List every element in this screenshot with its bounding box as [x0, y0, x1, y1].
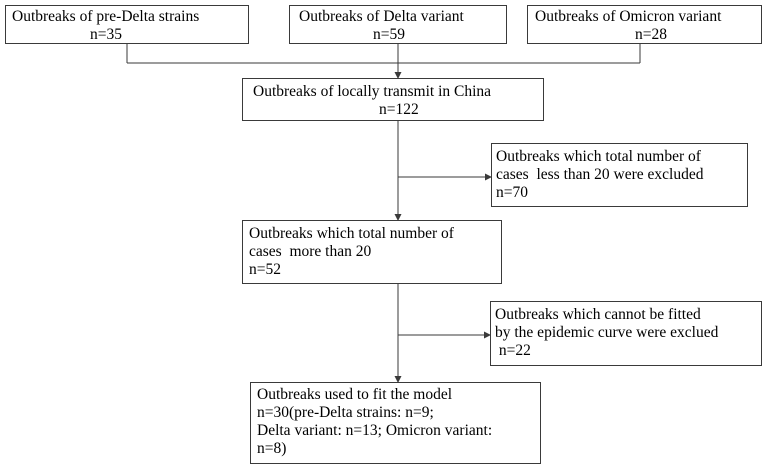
box-final-line4: n=8) [257, 440, 287, 457]
box-delta-title: Outbreaks of Delta variant [299, 8, 464, 25]
box-excluded-small-count: n=70 [496, 184, 528, 201]
box-more-than-20-count: n=52 [249, 261, 281, 278]
box-excluded-small-line2: cases less than 20 were excluded [496, 166, 704, 183]
box-final-model [250, 382, 541, 464]
box-omicron [527, 5, 762, 44]
box-delta-count: n=59 [373, 26, 405, 43]
box-excluded-unfit-line1: Outbreaks which cannot be fitted [495, 306, 701, 323]
box-excluded-small-line1: Outbreaks which total number of [496, 148, 701, 165]
box-excluded-small [491, 143, 748, 207]
box-delta [289, 5, 507, 44]
box-local-count: n=122 [379, 101, 419, 118]
box-local-title: Outbreaks of locally transmit in China [253, 83, 492, 100]
box-final-line1: Outbreaks used to fit the model [257, 386, 452, 403]
box-pre-delta [5, 5, 249, 44]
box-excluded-unfit-count: n=22 [495, 342, 531, 359]
box-excluded-unfit [490, 301, 762, 366]
box-more-than-20-line1: Outbreaks which total number of [249, 225, 454, 242]
box-local-transmission [242, 78, 544, 121]
box-final-line3: Delta variant: n=13; Omicron variant: [257, 422, 493, 439]
box-excluded-unfit-line2: by the epidemic curve were exclued [495, 324, 719, 341]
box-omicron-title: Outbreaks of Omicron variant [535, 8, 722, 25]
box-omicron-count: n=28 [635, 26, 667, 43]
box-final-line2: n=30(pre-Delta strains: n=9; [257, 404, 434, 421]
box-more-than-20 [242, 220, 502, 284]
box-more-than-20-line2: cases more than 20 [249, 243, 372, 260]
box-pre-delta-title: Outbreaks of pre-Delta strains [12, 8, 200, 25]
box-pre-delta-count: n=35 [90, 26, 122, 43]
